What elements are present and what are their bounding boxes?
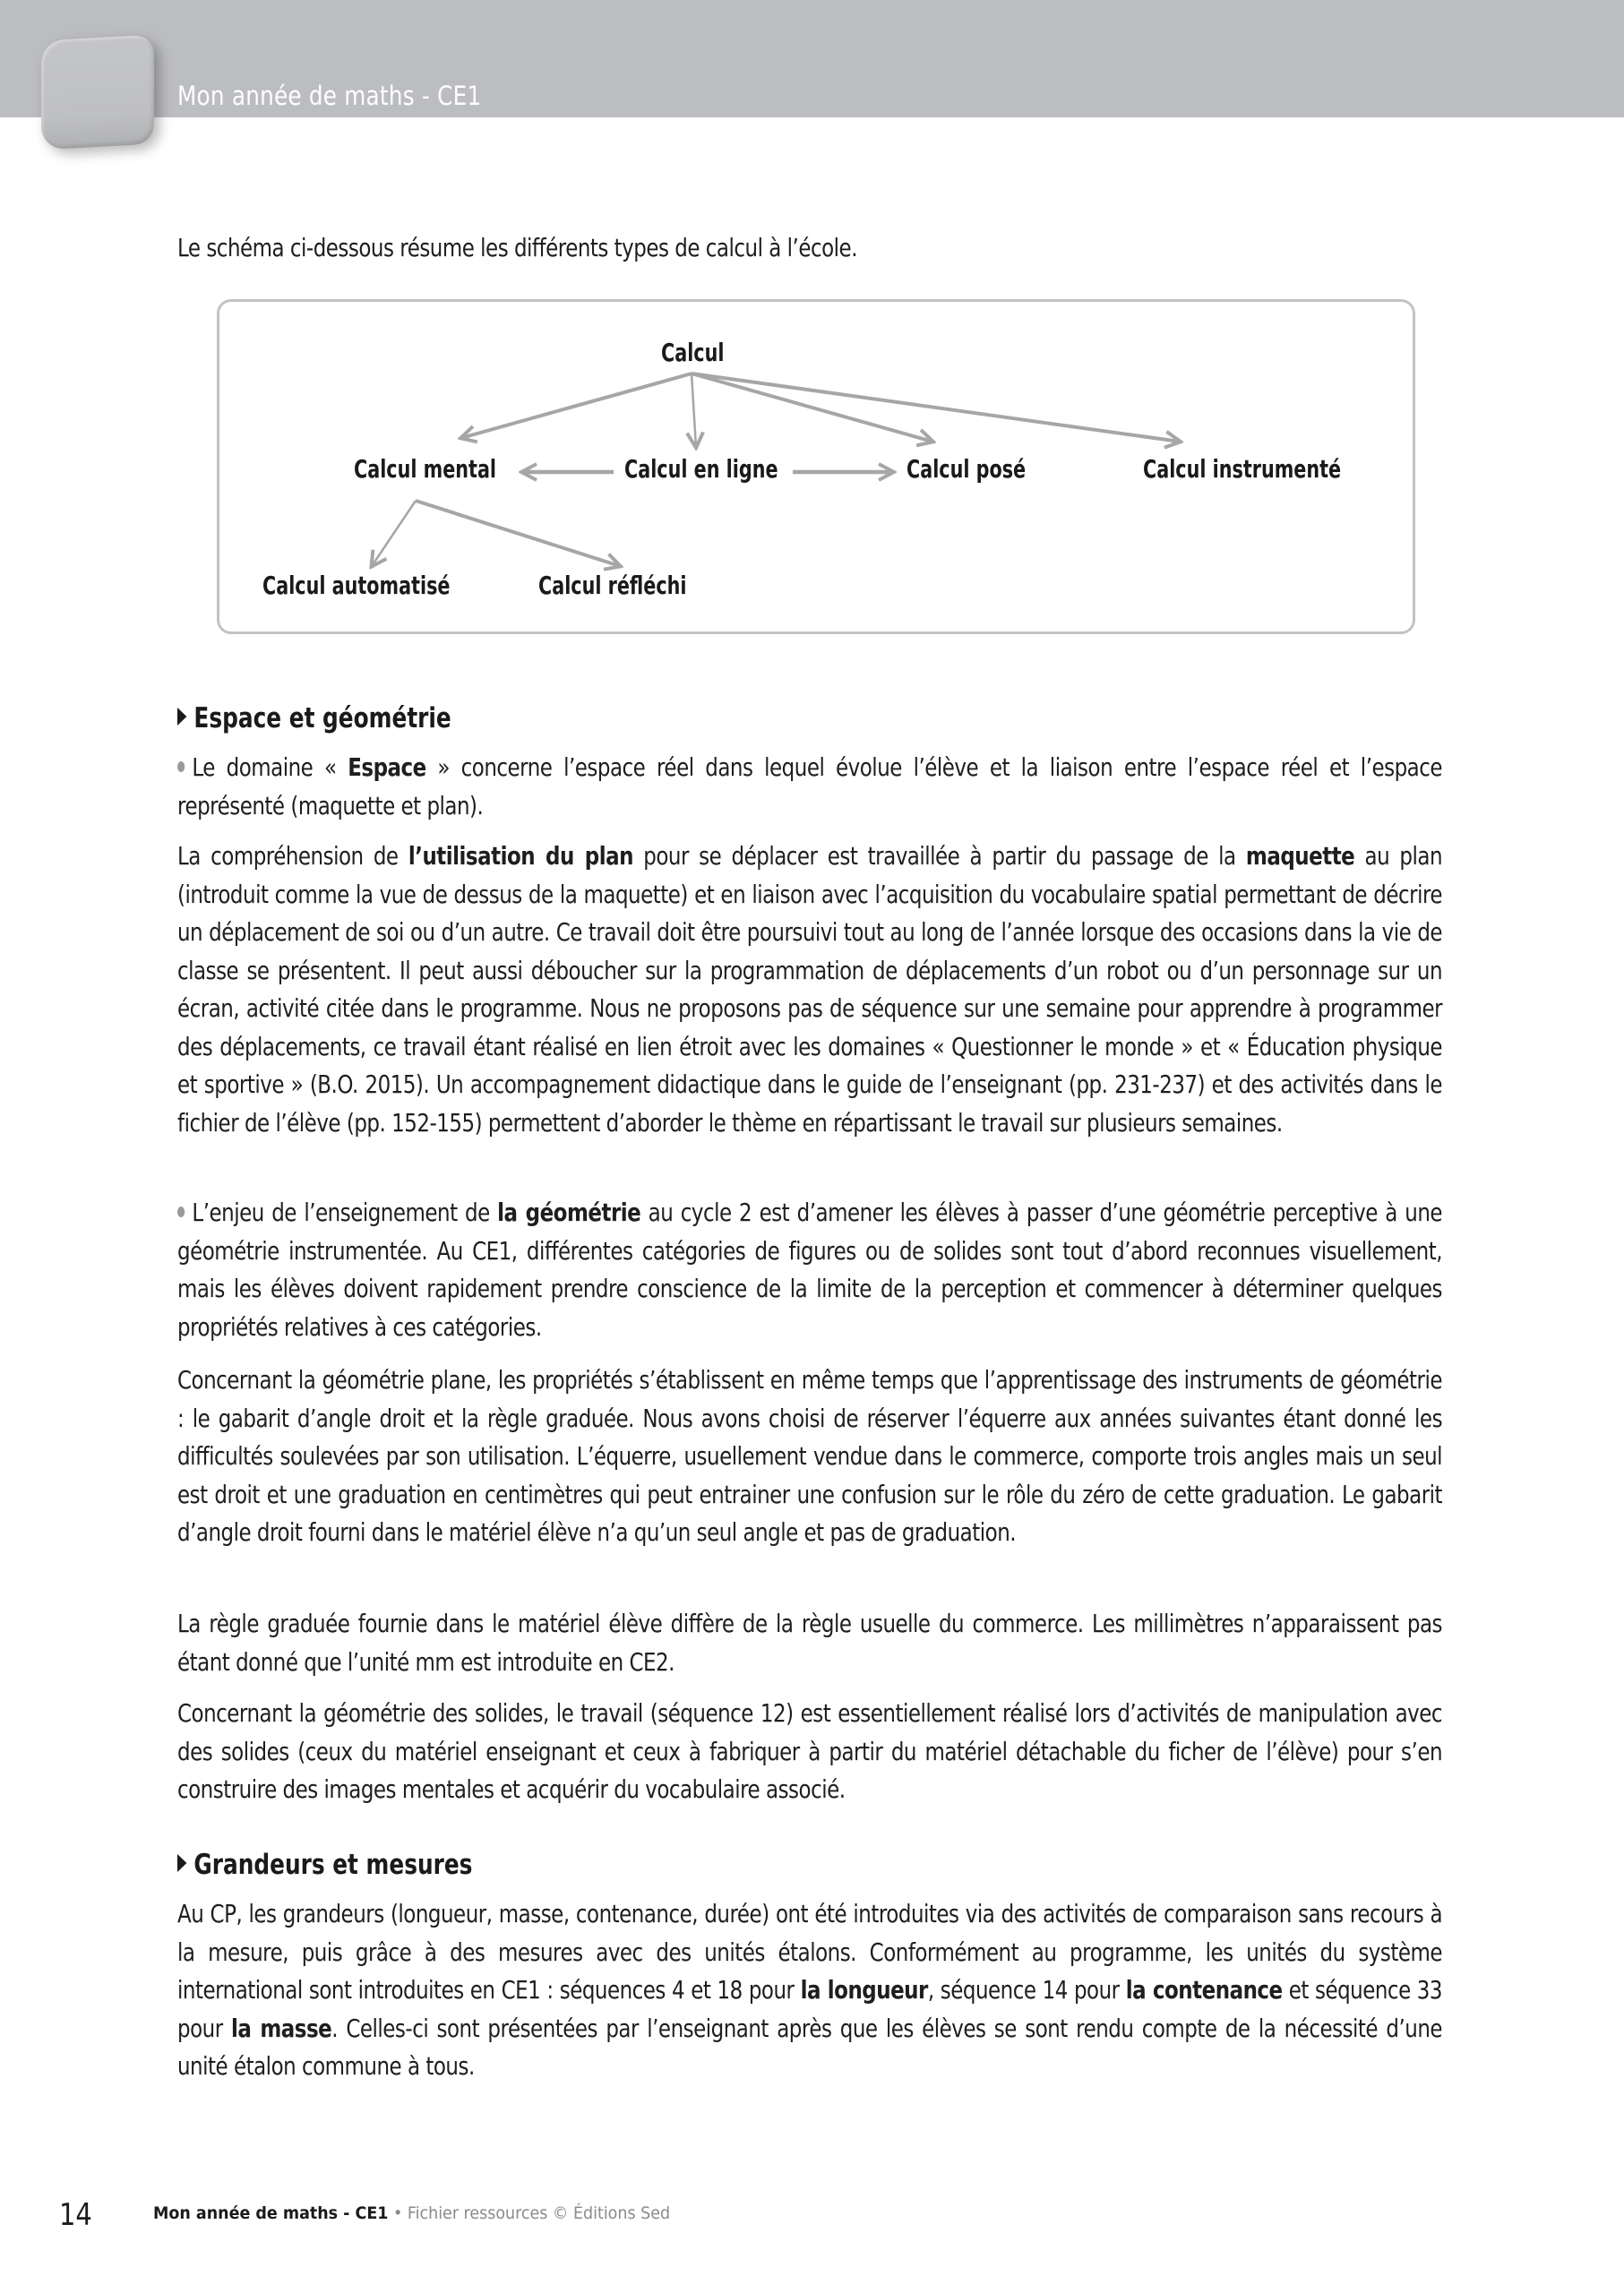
section-heading-text: Grandeurs et mesures — [193, 1849, 473, 1881]
emphasis-text: l’utilisation du plan — [408, 841, 633, 871]
emphasis-text: Espace — [348, 752, 426, 782]
text-run: . Celles-ci sont présentées par l’enseignant après que les élèves se sont rendu compte de la nécessité d’une unité étalon commune à tous. — [177, 2013, 1443, 2081]
arrow-calcul-to-instrumente — [692, 374, 1180, 442]
emphasis-text: la contenance — [1125, 1975, 1283, 2005]
text-run: et séquence 33 pour — [177, 1975, 1443, 2043]
footer-separator: • — [388, 2203, 408, 2223]
paragraph — [177, 1361, 1442, 1552]
triangle-bullet-icon — [177, 1854, 186, 1872]
paragraph-text — [177, 1361, 1442, 1552]
node-calcul-en-ligne: Calcul en ligne — [624, 454, 778, 484]
node-calcul-instrumente: Calcul instrumenté — [1143, 454, 1342, 484]
intro-text: Le schéma ci-dessous résume les différents types de calcul à l’école. — [177, 233, 858, 262]
paragraph-text — [177, 749, 1442, 825]
emphasis-text: la longueur — [800, 1975, 928, 2005]
text-run: La compréhension de — [177, 841, 408, 871]
node-calcul-reflechi: Calcul réfléchi — [538, 571, 687, 600]
text-run: Concernant la géométrie des solides, le travail (séquence 12) est essentiellement réalisé lors d’activités de manipulation avec des solides (ceux du matériel enseignant et ceux à fabriquer à partir du matériel détachable du ficher de l’élève) pour s’en construire des images mentales et acquérir du vocabulaire associé. — [177, 1698, 1443, 1804]
section-heading-grandeurs-mesures — [177, 1849, 472, 1881]
running-header-title: Mon année de maths - CE1 — [177, 81, 482, 111]
emphasis-text: maquette — [1245, 841, 1355, 871]
paragraph-text — [177, 1194, 1442, 1346]
paragraph — [177, 837, 1442, 1142]
node-calcul: Calcul — [661, 338, 725, 367]
footer-subtitle: Fichier ressources © Éditions Sed — [407, 2203, 671, 2223]
arrow-calcul-to-en-ligne — [692, 374, 696, 447]
node-calcul-pose: Calcul posé — [907, 454, 1027, 484]
paragraph — [177, 749, 1442, 825]
text-run: L’enjeu de l’enseignement de — [192, 1198, 498, 1227]
paragraph-text — [177, 1895, 1442, 2086]
triangle-bullet-icon — [177, 708, 186, 726]
footer-credit — [153, 2203, 670, 2223]
text-run: Le domaine « — [192, 752, 348, 782]
section-heading-text: Espace et géométrie — [193, 702, 451, 734]
text-run: La règle graduée fournie dans le matériel élève diffère de la règle usuelle du commerce. Les millimètres n’apparaissent pas étant donné que l’unité mm est introduite en CE2. — [177, 1609, 1443, 1677]
calcul-types-diagram — [217, 299, 1415, 634]
page-number: 14 — [59, 2197, 92, 2233]
paragraph — [177, 1895, 1442, 2086]
text-run: Au CP, les grandeurs (longueur, masse, contenance, durée) ont été introduites via des activités de comparaison sans recours à la mesure, puis grâce à des mesures avec des unités étalons. Conformément au programme, les unités du système international sont introduites en CE1 : séquences 4 et 18 pour — [177, 1899, 1443, 2005]
paragraph-text — [177, 837, 1442, 1142]
footer-book-title: Mon année de maths - CE1 — [153, 2203, 389, 2223]
text-run: au plan (introduit comme la vue de dessus de la maquette) et en liaison avec l’acquisition du vocabulaire spatial permettant de décrire un déplacement de soi ou d’un autre. Ce travail doit être poursuivi tout au long de l’année lorsque des occasions dans la vie de classe se présentent. Il peut aussi déboucher sur la programmation de déplacements d’un robot ou d’un personnage sur un écran, activité citée dans le programme. Nous ne proposons pas de séquence sur une semaine pour apprendre à programmer des déplacements, ce travail étant réalisé en lien étroit avec les domaines « Questionner le monde » et « Éducation physique et sportive » (B.O. 2015). Un accompagnement didactique dans le guide de l’enseignant (pp. 231-237) et des activités dans le fichier de l’élève (pp. 152-155) permettent d’aborder le thème en répartissant le travail sur plusieurs semaines. — [177, 841, 1443, 1138]
node-calcul-mental: Calcul mental — [354, 454, 497, 484]
emphasis-text: la masse — [230, 2013, 332, 2043]
arrow-calcul-to-mental — [461, 374, 692, 438]
text-run: , séquence 14 pour — [927, 1975, 1126, 2005]
emphasis-text: la géométrie — [497, 1198, 641, 1227]
paragraph-text — [177, 1605, 1442, 1681]
text-run: » concerne l’espace réel dans lequel évolue l’élève et la liaison entre l’espace réel et l’espace représenté (maquette et plan). — [177, 752, 1443, 820]
text-run: pour se déplacer est travaillée à partir du passage de la — [632, 841, 1246, 871]
paragraph — [177, 1695, 1442, 1809]
header-tab-decoration — [41, 35, 154, 150]
intro-paragraph — [177, 229, 1442, 268]
node-calcul-automatise: Calcul automatisé — [262, 571, 451, 600]
arrow-mental-to-reflechi — [416, 501, 620, 566]
text-run: Concernant la géométrie plane, les propriétés s’établissent en même temps que l’apprentissage des instruments de géométrie : le gabarit d’angle droit et la règle graduée. Nous avons choisi de réserver l’équerre aux années suivantes étant donné les difficultés soulevées par son utilisation. L’équerre, usuellement vendue dans le commerce, comporte trois angles mais un seul est droit et une graduation en centimètres qui peut entrainer une confusion sur le rôle du zéro de cette graduation. Le gabarit d’angle droit fourni dans le matériel élève n’a qu’un seul angle et pas de graduation. — [177, 1365, 1443, 1547]
section-heading-espace-geometrie — [177, 702, 451, 734]
paragraph-text — [177, 1695, 1442, 1809]
arrow-mental-to-automatise — [372, 501, 416, 566]
arrow-calcul-to-pose — [692, 374, 932, 442]
paragraph — [177, 1605, 1442, 1681]
bullet-dot-icon — [177, 1207, 185, 1217]
paragraph — [177, 1194, 1442, 1346]
bullet-dot-icon — [177, 761, 185, 772]
text-run: au cycle 2 est d’amener les élèves à passer d’une géométrie perceptive à une géométrie instrumentée. Au CE1, différentes catégories de figures ou de solides sont tout d’abord reconnues visuellement, mais les élèves doivent rapidement prendre conscience de la limite de la perception et commencer à déterminer quelques propriétés relatives à ces catégories. — [177, 1198, 1443, 1342]
